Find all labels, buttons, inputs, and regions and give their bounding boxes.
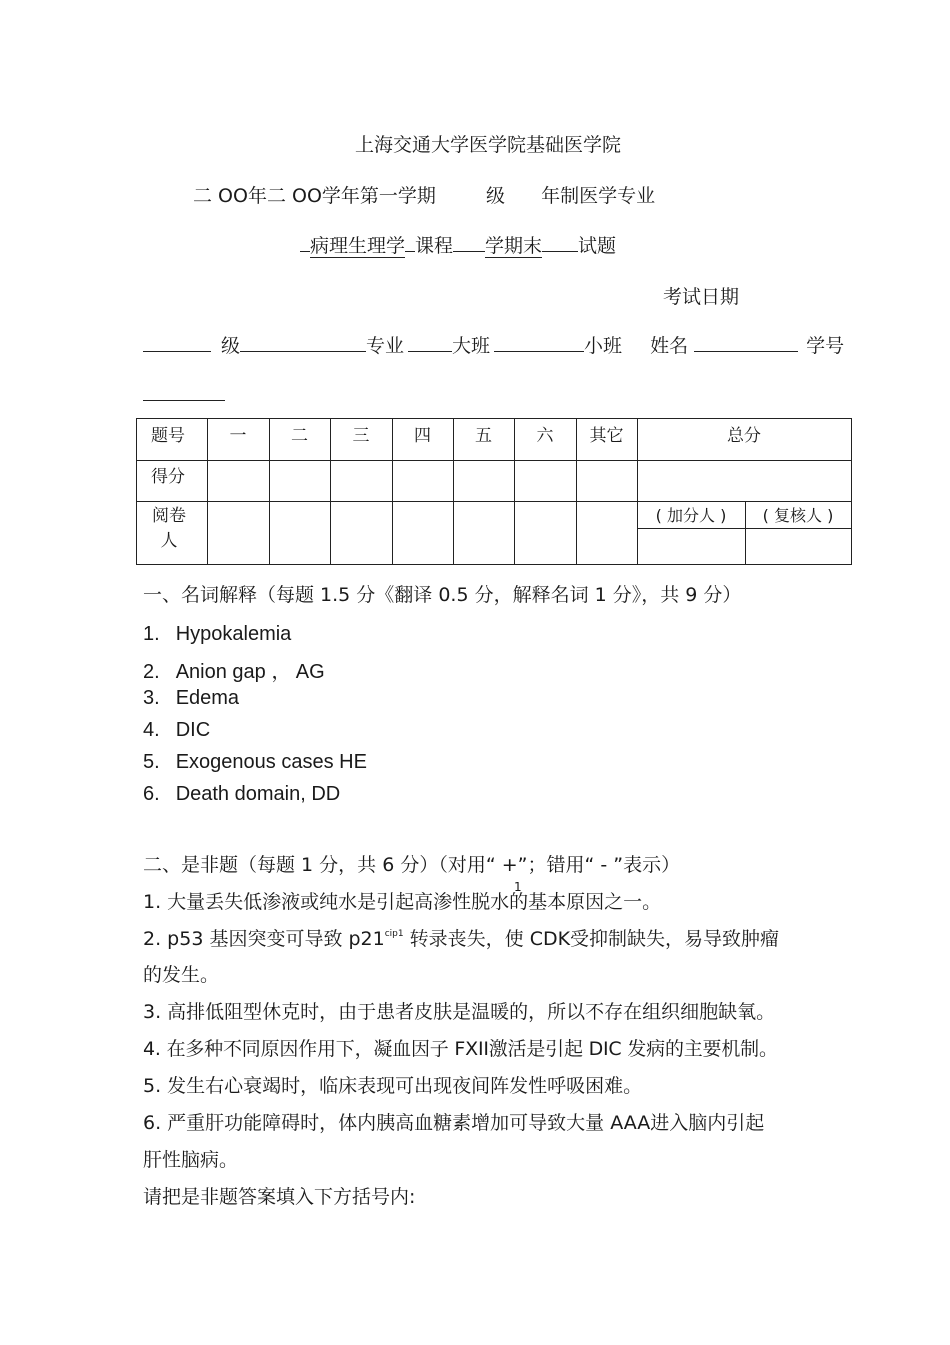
question-2 — [143, 924, 779, 951]
exam-type: 试题 — [578, 235, 617, 257]
score-table — [136, 418, 852, 565]
list-item — [143, 623, 291, 646]
question-2-continued: 的发生。 — [143, 964, 220, 986]
item-text: Exogenous cases HE — [175, 751, 367, 773]
item-text: DIC — [175, 719, 211, 741]
class-label: 大班 — [452, 335, 491, 357]
col-header-5: 五 — [475, 426, 492, 446]
course-line — [300, 231, 616, 258]
row-header-question: 题号 — [151, 426, 185, 446]
question-6-continued: 肝性脑病。 — [143, 1149, 239, 1171]
item-number: 2. — [143, 661, 160, 683]
section2-title: 二、是非题（每题 1 分，共 6 分）（对用“ +”；错用“ - ”表示） — [143, 854, 681, 876]
list-item — [143, 783, 340, 806]
row-header-score: 得分 — [151, 467, 185, 487]
item-text: Edema — [175, 687, 240, 709]
question-6: 6. 严重肝功能障碍时，体内胰高血糖素增加可导致大量 AAA进入脑内引起 — [143, 1112, 765, 1134]
question-2-part-b: 转录丧失，使 CDK受抑制缺失，易导致肿瘤 — [403, 928, 780, 950]
item-text: Death domain, DD — [175, 783, 341, 805]
major-label: 专业 — [366, 335, 405, 357]
list-item — [143, 719, 210, 742]
id-label: 学号 — [806, 335, 845, 357]
list-item — [143, 751, 367, 774]
page-mark: 1 — [514, 880, 522, 894]
item-text: Anion gap ， AG — [175, 661, 325, 683]
grade-suffix: 级 — [486, 185, 506, 207]
item-number: 6. — [143, 783, 160, 805]
term-text: 学期末 — [485, 235, 543, 257]
item-text: Hypokalemia — [175, 623, 292, 645]
section1-title: 一、名词解释（每题 1.5 分《翻译 0.5 分，解释名词 1 分》，共 9 分） — [143, 584, 742, 606]
col-header-6: 六 — [536, 426, 554, 446]
col-header-total: 总分 — [727, 426, 761, 446]
question-2-part-a: 2. p53 基因突变可导致 p21 — [143, 928, 385, 950]
col-header-other: 其它 — [589, 426, 624, 446]
course-label: 课程 — [415, 235, 454, 257]
semester-text: 二 OO年二 OO学年第一学期 — [193, 185, 436, 207]
question-4: 4. 在多种不同原因作用下，凝血因子 FXII激活是引起 DIC 发病的主要机制。 — [143, 1038, 778, 1060]
item-number: 1. — [143, 623, 160, 645]
name-label: 姓名 — [650, 335, 689, 357]
col-header-3: 三 — [352, 426, 370, 446]
col-header-4: 四 — [414, 426, 431, 446]
group-label: 小班 — [584, 335, 623, 357]
grade-label: 级 — [221, 335, 241, 357]
id-blank-line — [143, 382, 225, 401]
answer-instruction: 请把是非题答案填入下方括号内: — [143, 1186, 416, 1208]
question-5: 5. 发生右心衰竭时，临床表现可出现夜间阵发性呼吸困难。 — [143, 1075, 643, 1097]
checker-label: ( 复核人 ) — [762, 506, 834, 525]
list-item — [143, 655, 325, 684]
question-1: 1. 大量丢失低渗液或纯水是引起高渗性脱水的基本原因之一。 — [143, 891, 662, 913]
item-number: 5. — [143, 751, 160, 773]
question-3: 3. 高排低阻型休克时，由于患者皮肤是温暖的，所以不存在组织细胞缺氧。 — [143, 1001, 776, 1023]
semester-line — [193, 181, 655, 208]
course-name: 病理生理学 — [310, 235, 406, 257]
question-2-superscript: cip1 — [384, 929, 404, 939]
exam-date-label: 考试日期 — [663, 286, 740, 308]
list-item — [143, 687, 239, 710]
item-number: 3. — [143, 687, 160, 709]
adder-label: ( 加分人 ) — [655, 506, 727, 525]
school-title: 上海交通大学医学院基础医学院 — [355, 134, 622, 156]
col-header-2: 二 — [291, 426, 308, 446]
item-number: 4. — [143, 719, 160, 741]
student-info-line — [143, 331, 844, 358]
col-header-1: 一 — [229, 426, 247, 446]
program-text: 年制医学专业 — [541, 185, 656, 207]
row-header-grader: 阅卷人 — [152, 506, 186, 551]
